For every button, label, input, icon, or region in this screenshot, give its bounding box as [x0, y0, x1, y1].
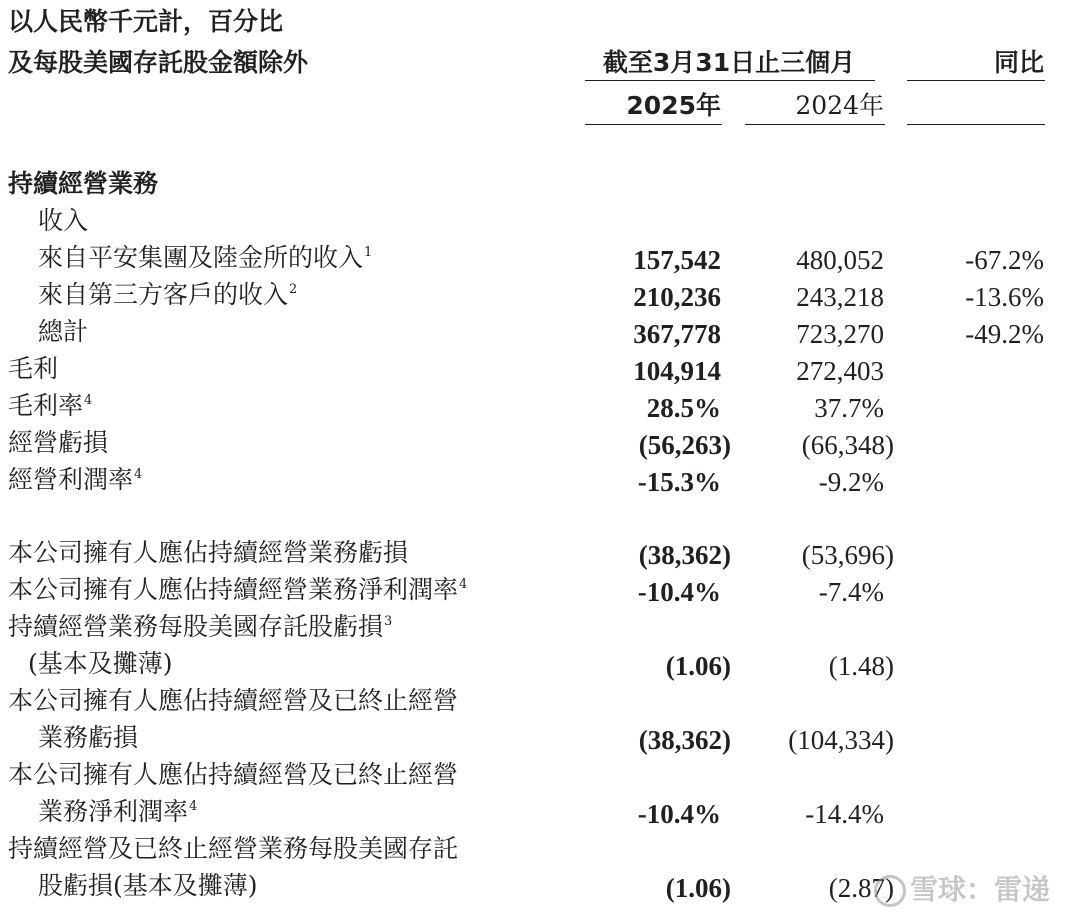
value-2024: -14.4% — [805, 799, 884, 829]
row-label: 經營虧損 — [8, 428, 109, 457]
value-2024: (66,348) — [801, 430, 894, 460]
row-label: 來自平安集團及陸金所的收入$^1$ — [38, 243, 373, 272]
value-2024: 723,270 — [796, 319, 884, 349]
value-2025: -10.4% — [637, 799, 721, 829]
row-label-cont: 業務淨利潤率$^4$ — [38, 797, 198, 826]
value-2024: -9.2% — [818, 467, 884, 497]
value-2024: (1.48) — [828, 651, 894, 681]
row-label: 持續經營業務每股美國存託股虧損$^3$ — [8, 612, 393, 641]
value-2025: (1.06) — [665, 873, 731, 903]
row-label-cont: (基本及攤薄) — [28, 649, 173, 678]
value-2024: (2.87) — [828, 873, 894, 903]
year-prior-header: 2024年 — [795, 91, 884, 120]
snowball-icon — [874, 875, 906, 907]
value-2025: (38,362) — [638, 725, 731, 755]
row-label: 毛利率$^4$ — [8, 391, 93, 420]
value-2025: (38,362) — [638, 540, 731, 570]
value-2024: 37.7% — [814, 393, 884, 423]
row-label: 本公司擁有人應佔持續經營及已終止經營 — [8, 760, 459, 789]
row-label: 收入 — [38, 206, 89, 235]
value-2024: 272,403 — [796, 356, 884, 386]
value-2025: (1.06) — [665, 651, 731, 681]
value-2024: -7.4% — [818, 577, 884, 607]
value-2025: 104,914 — [633, 356, 721, 386]
yoy-col-rule — [907, 124, 1045, 125]
row-label: 毛利 — [8, 354, 59, 383]
year-prior-rule — [745, 124, 885, 125]
row-label: 總計 — [38, 317, 89, 346]
row-label: 本公司擁有人應佔持續經營業務虧損 — [8, 538, 409, 567]
row-label: 經營利潤率$^4$ — [8, 465, 143, 494]
value-2024: (53,696) — [801, 540, 894, 570]
row-label: 持續經營及已終止經營業務每股美國存託 — [8, 834, 459, 863]
period-header: 截至3月31日止三個月 — [602, 48, 856, 77]
value-2025: -15.3% — [637, 467, 721, 497]
row-label-cont: 業務虧損 — [38, 723, 139, 752]
value-2024: (104,334) — [788, 725, 894, 755]
value-yoy: -67.2% — [965, 245, 1044, 275]
row-label: 來自第三方客戶的收入$^2$ — [38, 280, 298, 309]
value-yoy: -13.6% — [965, 282, 1044, 312]
value-yoy: -49.2% — [965, 319, 1044, 349]
value-2025: -10.4% — [637, 577, 721, 607]
value-2025: 28.5% — [646, 393, 721, 423]
yoy-rule — [907, 80, 1045, 81]
units-note-line1: 以人民幣千元計，百分比 — [8, 7, 284, 36]
row-label: 本公司擁有人應佔持續經營及已終止經營 — [8, 686, 459, 715]
period-rule — [585, 80, 875, 81]
value-2025: 367,778 — [633, 319, 721, 349]
row-label-cont: 股虧損(基本及攤薄) — [38, 871, 258, 900]
row-label: 本公司擁有人應佔持續經營業務淨利潤率$^4$ — [8, 575, 468, 604]
year-current-rule — [585, 124, 722, 125]
section-title: 持續經營業務 — [8, 169, 159, 198]
units-note-line2: 及每股美國存託股金額除外 — [8, 48, 309, 77]
yoy-header: 同比 — [993, 48, 1044, 77]
year-current-header: 2025年 — [626, 91, 721, 120]
value-2025: 210,236 — [633, 282, 721, 312]
value-2025: 157,542 — [633, 245, 721, 275]
watermark: 雪球：雷递 — [874, 868, 1050, 908]
value-2024: 480,052 — [796, 245, 884, 275]
value-2025: (56,263) — [638, 430, 731, 460]
value-2024: 243,218 — [796, 282, 884, 312]
